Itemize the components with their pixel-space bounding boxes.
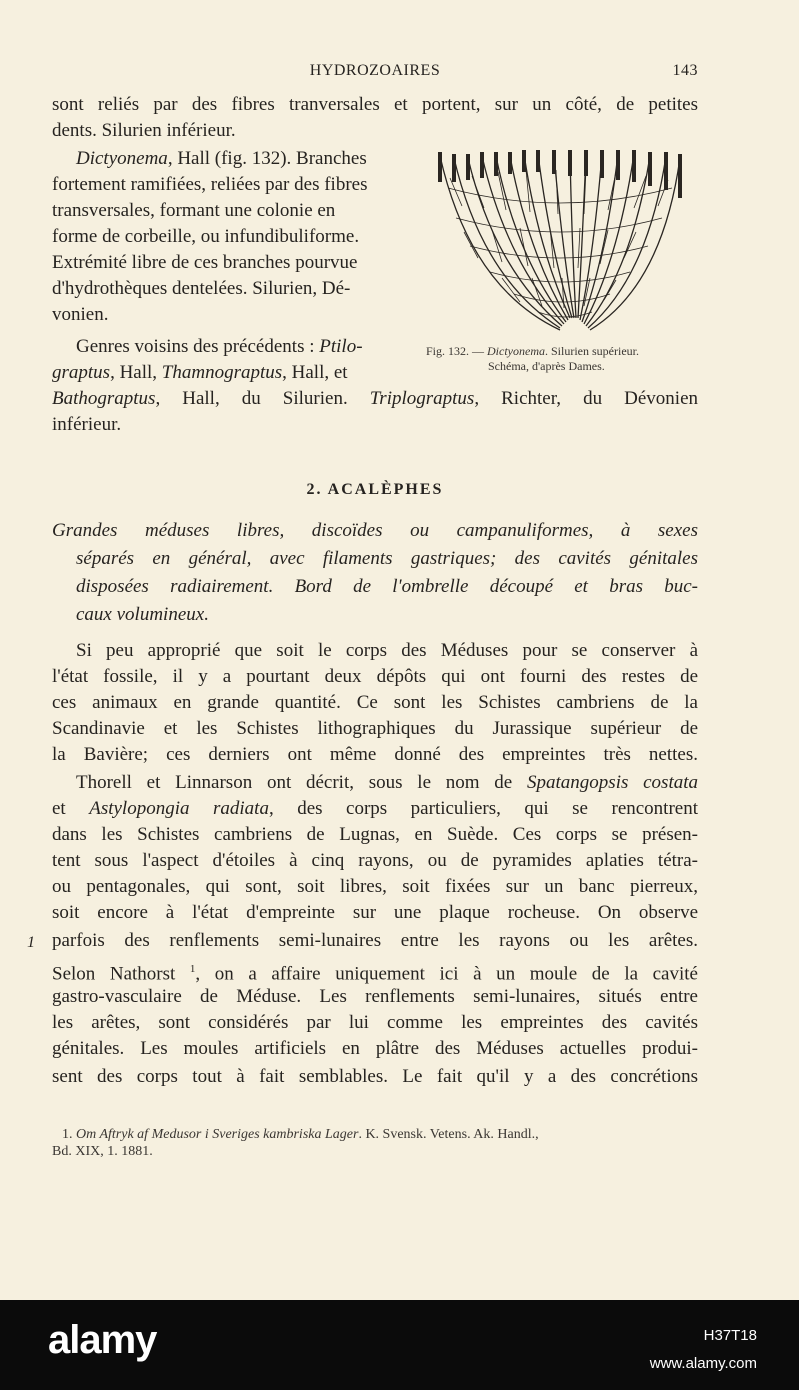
footnote-line-2: Bd. XIX, 1. 1881. (52, 1144, 153, 1159)
para3-line-2 (52, 360, 348, 386)
genus-bathograptus: Bathograptus (52, 388, 156, 409)
body2-line-4: tent sous l'aspect d'étoiles à cinq rayons, ou de pyramides aplaties tétra- (52, 850, 698, 871)
body2-line-10: les arêtes, sont considérés par lui comme les empreintes des cavités (52, 1012, 698, 1033)
footnote-rest: . K. Svensk. Vetens. Ak. Handl., (358, 1127, 539, 1142)
para3-l2d: , Hall, et (282, 362, 348, 383)
footnote-num: 1. (62, 1127, 76, 1142)
genus-triplograptus: Triplograptus (369, 388, 475, 409)
para2-line-2: fortement ramifiées, reliées par des fibres (52, 174, 368, 195)
body2-line-7: parfois des renflements semi-lunaires entre les rayons ou les arêtes. (52, 930, 698, 951)
dictyonema-figure (410, 148, 700, 338)
section-title: 2. ACALÈPHES (306, 481, 444, 498)
watermark-info (650, 1322, 757, 1378)
para3-l3b: , Hall, du Silurien. (155, 388, 370, 409)
caption-rest: . Silurien supérieur. (545, 344, 639, 358)
body2-l2a: et (52, 798, 90, 819)
para1-line-2: dents. Silurien inférieur. (52, 120, 236, 141)
body2-line-8 (52, 956, 698, 987)
intro-line-2: séparés en général, avec filaments gastriques; des cavités génitales (76, 548, 698, 569)
para3-line-4: inférieur. (52, 414, 122, 435)
body1-line-3: ces animaux en grande quantité. Ce sont les Schistes cambriens de la (52, 692, 698, 713)
body2-line-11: génitales. Les moules artificiels en plâtre des Méduses actuelles produi- (52, 1038, 698, 1059)
para3-l2b: , Hall, (110, 362, 162, 383)
species-spatangopsis: Spatangopsis costata (527, 772, 699, 793)
para2-line-7: vonien. (52, 304, 109, 325)
genus-dictyonema: Dictyonema (76, 148, 168, 169)
body2-line-9: gastro-vasculaire de Méduse. Les renflements semi-lunaires, situés entre (52, 986, 698, 1007)
figure-caption-line-1 (426, 344, 639, 359)
body1-line-4: Scandinavie et les Schistes lithographiques du Jurassique supérieur de (52, 718, 698, 739)
body2-line-3: dans les Schistes cambriens de Lugnas, en Suède. Ces corps se présen- (52, 824, 698, 845)
intro-line-4: caux volumineux. (76, 604, 209, 625)
footnote-ref: 1 (189, 963, 196, 975)
watermark-bar (0, 1300, 799, 1390)
para2-line-5: Extrémité libre de ces branches pourvue (52, 252, 358, 273)
footnote-title: Om Aftryk af Medusor i Sveriges kambriska Lager (76, 1127, 359, 1142)
para1-line-1: sont reliés par des fibres tranversales et portent, sur un côté, de petites (52, 94, 698, 115)
margin-mark: 1 (27, 934, 35, 951)
body2-line-2 (52, 796, 698, 822)
body2-l1a: Thorell et Linnarson ont décrit, sous le nom de (76, 772, 528, 793)
body2-line-6: soit encore à l'état d'empreinte sur une plaque rocheuse. On observe (52, 902, 698, 923)
para3-l1a: Genres voisins des précédents : (76, 336, 320, 357)
species-astylopongia: Astylopongia radiata (89, 798, 269, 819)
body2-line-5: ou pentagonales, qui sont, soit libres, soit fixées sur un banc pierreux, (52, 876, 698, 897)
para2-line-4: forme de corbeille, ou infundibuliforme. (52, 226, 360, 247)
para3-line-1 (76, 334, 363, 360)
figure-caption-line-2: Schéma, d'après Dames. (488, 359, 605, 373)
body2-line-1 (76, 770, 698, 796)
para3-line-3 (52, 386, 698, 412)
intro-line-1: Grandes méduses libres, discoïdes ou campanuliformes, à sexes (52, 520, 698, 541)
body2-line-12: sent des corps tout à fait semblables. Le fait qu'il y a des concrétions (52, 1066, 698, 1087)
para2-line-1 (76, 146, 367, 172)
body1-line-2: l'état fossile, il y a pourtant deux dépôts qui ont fourni des restes de (52, 666, 698, 687)
watermark-url: www.alamy.com (649, 1355, 757, 1372)
alamy-logo: alamy (48, 1318, 157, 1362)
para2-line-3: transversales, formant une colonie en (52, 200, 336, 221)
intro-line-3: disposées radiairement. Bord de l'ombrelle découpé et bras buc- (76, 576, 698, 597)
para2-line-1-rest: , Hall (fig. 132). Branches (167, 148, 367, 169)
body2-l2c: , des corps particuliers, qui se rencontrent (268, 798, 699, 819)
body1-line-1: Si peu approprié que soit le corps des Méduses pour se conserver à (76, 640, 698, 661)
footnote-line-1 (62, 1126, 539, 1144)
genus-ptilograptus-end: graptus (52, 362, 111, 383)
genus-thamnograptus: Thamnograptus (161, 362, 283, 383)
header-title: HYDROZOAIRES (309, 62, 441, 79)
caption-fig-number: Fig. 132. — (426, 344, 488, 358)
caption-genus: Dictyonema (487, 344, 545, 358)
body2-l8b: , on a affaire uniquement ici à un moule de la cavité (195, 963, 698, 985)
para3-l3d: , Richter, du Dévonien (474, 388, 698, 409)
image-id: H37T18 (703, 1327, 757, 1344)
para2-line-6: d'hydrothèques dentelées. Silurien, Dé- (52, 278, 351, 299)
body2-l8a: Selon Nathorst (52, 963, 190, 985)
body1-line-5: la Bavière; ces derniers ont même donné des empreintes très nettes. (52, 744, 698, 765)
genus-ptilograptus: Ptilo- (319, 336, 363, 357)
running-header (52, 62, 698, 82)
page-number: 143 (672, 62, 698, 79)
